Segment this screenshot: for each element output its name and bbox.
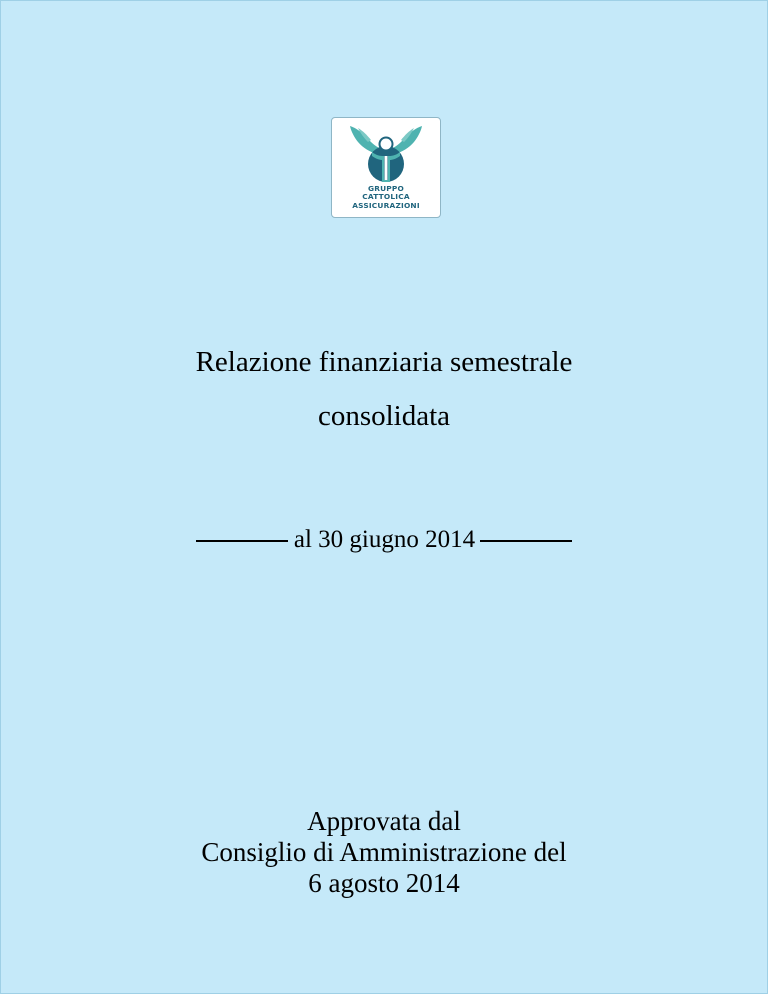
period-line: [1, 525, 767, 555]
logo-line-gruppo: GRUPPO: [367, 184, 405, 193]
company-logo: [331, 117, 441, 218]
left-dash-divider: [196, 540, 288, 541]
approval-date: 6 agosto 2014: [308, 868, 460, 898]
report-title-line-1: Relazione finanziaria semestrale: [195, 346, 573, 378]
logo-line-assicurazioni: ASSICURAZIONI: [352, 200, 420, 210]
approval-line-1: Approvata dal: [307, 806, 461, 836]
approval-block: [1, 806, 767, 899]
logo-line-cattolica: CATTOLICA: [362, 192, 410, 202]
right-dash-divider: [480, 540, 572, 541]
approval-line-2: Consiglio di Amministrazione del: [201, 837, 567, 867]
logo-wordmark: [332, 185, 440, 210]
angel-emblem-icon: [346, 122, 426, 186]
report-title-line-2: consolidata: [317, 400, 451, 432]
period-date: al 30 giugno 2014: [293, 526, 476, 553]
